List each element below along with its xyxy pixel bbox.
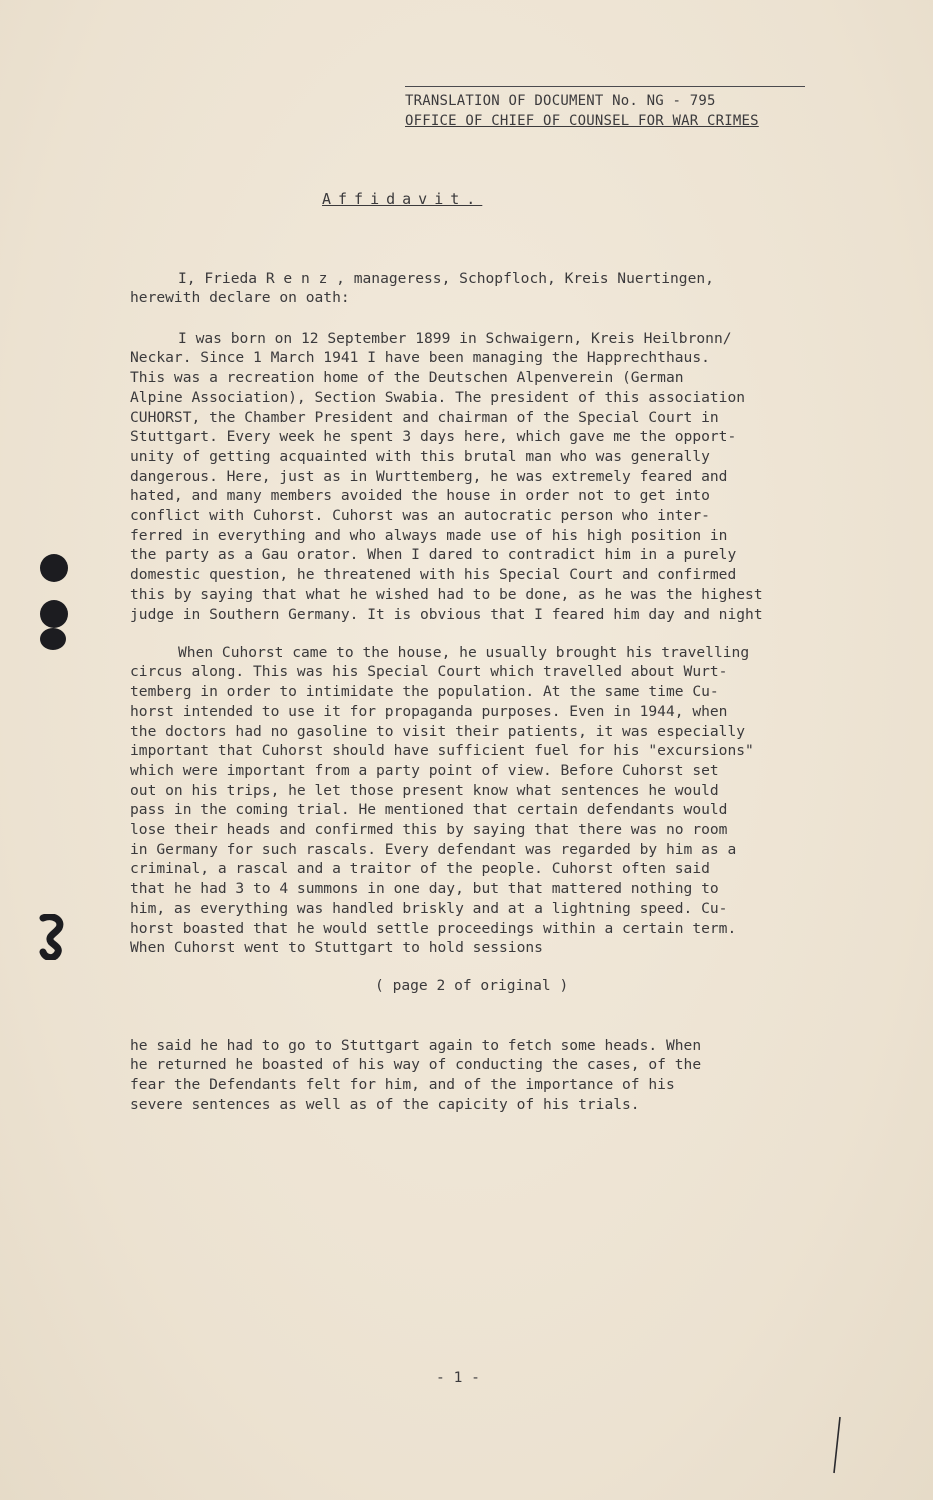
text-line: this by saying that what he wished had to be done, as he was the highest (130, 585, 763, 603)
text-line: Stuttgart. Every week he spent 3 days here, which gave me the opport- (130, 428, 737, 446)
text-line: When Cuhorst came to the house, he usually brought his travelling (178, 643, 750, 661)
text-line: criminal, a rascal and a traitor of the people. Cuhorst often said (130, 860, 710, 878)
text-line: in Germany for such rascals. Every defendant was regarded by him as a (130, 840, 737, 858)
text-line: circus along. This was his Special Court which travelled about Wurt- (130, 663, 728, 681)
paragraph-fetch-heads (130, 1016, 830, 1134)
text-line: important that Cuhorst should have sufficient fuel for his "excursions" (130, 742, 754, 760)
text-line: which were important from a party point of view. Before Cuhorst set (130, 761, 719, 779)
text-line: that he had 3 to 4 summons in one day, but that mattered nothing to (130, 880, 719, 898)
page-number: - 1 - (436, 1369, 480, 1386)
text-line: judge in Southern Germany. It is obvious that I feared him day and night (130, 605, 763, 623)
staple-icon (37, 914, 67, 960)
text-line: severe sentences as well as of the capicity of his trials. (130, 1095, 640, 1113)
text-line: out on his trips, he let those present know what sentences he would (130, 781, 719, 799)
punch-hole-icon (40, 554, 68, 582)
paragraph-birth-and-cuhorst (130, 309, 830, 644)
text-line: dangerous. Here, just as in Wurttemberg, he was extremely feared and (130, 467, 728, 485)
text-line: Neckar. Since 1 March 1941 I have been managing the Happrechthaus. (130, 349, 710, 367)
text-line: domestic question, he threatened with his Special Court and confirmed (130, 566, 737, 584)
text-line: This was a recreation home of the Deutschen Alpenverein (German (130, 369, 684, 387)
text-line: herewith declare on oath: (130, 289, 350, 307)
text-line: ferred in everything and who always made use of his high position in (130, 526, 728, 544)
text-line: pass in the coming trial. He mentioned that certain defendants would (130, 801, 728, 819)
pencil-mark-icon (826, 1415, 846, 1475)
header-translation-line: TRANSLATION OF DOCUMENT No. NG - 795 (405, 93, 716, 109)
text-line: him, as everything was handled briskly and at a lightning speed. Cu- (130, 899, 728, 917)
original-page-marker: ( page 2 of original ) (375, 977, 569, 994)
text-line: the party as a Gau orator. When I dared to contradict him in a purely (130, 546, 737, 564)
text-line: he said he had to go to Stuttgart again to fetch some heads. When (130, 1036, 702, 1054)
text-line: When Cuhorst went to Stuttgart to hold sessions (130, 939, 543, 957)
paragraph-travelling-circus (130, 623, 830, 978)
text-line: fear the Defendants felt for him, and of the importance of his (130, 1076, 675, 1094)
header-office-line: OFFICE OF CHIEF OF COUNSEL FOR WAR CRIMES (405, 113, 759, 129)
text-line: I, Frieda R e n z , manageress, Schopfloch, Kreis Nuertingen, (178, 269, 714, 287)
text-line: the doctors had no gasoline to visit their patients, it was especially (130, 722, 746, 740)
document-header (405, 86, 805, 131)
text-line: horst boasted that he would settle proceedings within a certain term. (130, 919, 737, 937)
text-line: lose their heads and confirmed this by saying that there was no room (130, 821, 728, 839)
text-line: horst intended to use it for propaganda purposes. Even in 1944, when (130, 702, 728, 720)
text-line: CUHORST, the Chamber President and chairman of the Special Court in (130, 408, 719, 426)
document-title: Affidavit. (322, 190, 483, 208)
text-line: I was born on 12 September 1899 in Schwaigern, Kreis Heilbronn/ (178, 329, 732, 347)
punch-hole-icon (40, 628, 66, 650)
text-line: Alpine Association), Section Swabia. The president of this association (130, 388, 746, 406)
text-line: hated, and many members avoided the house in order not to get into (130, 487, 710, 505)
punch-hole-icon (40, 600, 68, 628)
text-line: temberg in order to intimidate the population. At the same time Cu- (130, 683, 719, 701)
text-line: unity of getting acquainted with this brutal man who was generally (130, 447, 710, 465)
text-line: he returned he boasted of his way of conducting the cases, of the (130, 1056, 702, 1074)
text-line: conflict with Cuhorst. Cuhorst was an autocratic person who inter- (130, 507, 710, 525)
